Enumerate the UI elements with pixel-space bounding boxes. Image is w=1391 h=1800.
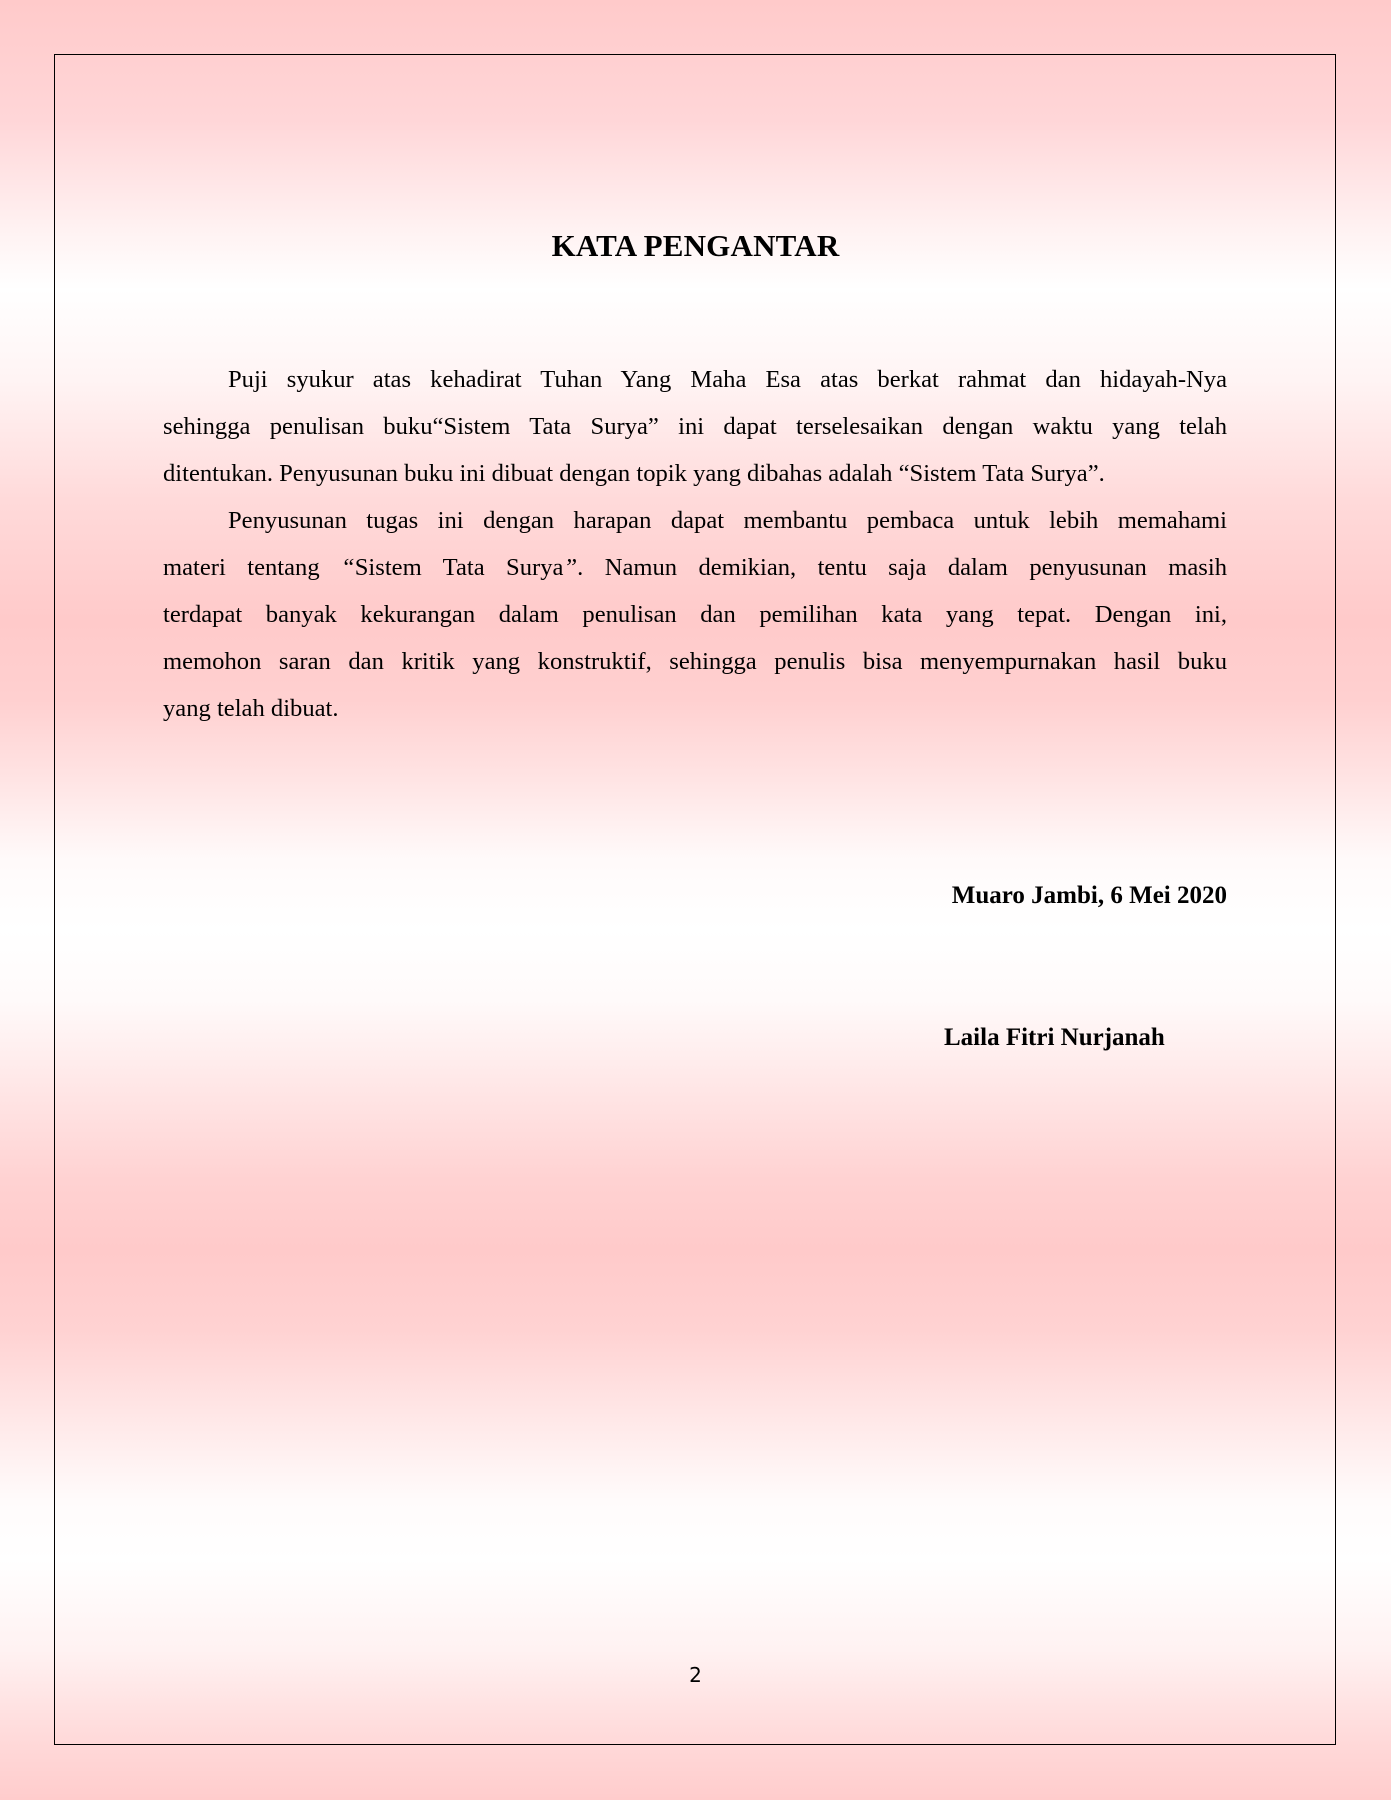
- body-text: [163, 356, 1227, 732]
- italic-quote-open: “: [341, 554, 355, 581]
- paragraph-line: sehingga penulisan buku“Sistem Tata Surya” ini dapat terselesaikan dengan waktu yang telah: [163, 413, 1227, 440]
- paragraph-2: [163, 497, 1227, 732]
- italic-quote-close: ”: [563, 554, 578, 581]
- page-number: 2: [689, 1663, 702, 1687]
- page-title: KATA PENGANTAR: [551, 228, 840, 263]
- paragraph-line: Puji syukur atas kehadirat Tuhan Yang Maha Esa atas berkat rahmat dan hidayah-Nya: [228, 366, 1227, 393]
- text-segment: materi tentang: [163, 554, 342, 581]
- paragraph-line: terdapat banyak kekurangan dalam penulisan dan pemilihan kata yang tepat. Dengan ini,: [163, 601, 1227, 628]
- paragraph-line: Penyusunan tugas ini dengan harapan dapat membantu pembaca untuk lebih memahami: [228, 507, 1227, 534]
- paragraph-line: ditentukan. Penyusunan buku ini dibuat dengan topik yang dibahas adalah “Sistem Tata Surya”.: [163, 460, 1105, 487]
- signature-place-date: Muaro Jambi, 6 Mei 2020: [951, 882, 1227, 909]
- text-segment: . Namun demikian, tentu saja dalam penyusunan masih: [577, 554, 1227, 581]
- paragraph-line: yang telah dibuat.: [163, 695, 339, 722]
- signature-author: Laila Fitri Nurjanah: [944, 1024, 1165, 1051]
- paragraph-line: memohon saran dan kritik yang konstruktif, sehingga penulis bisa menyempurnakan hasil buku: [163, 648, 1227, 675]
- book-title-reference: Sistem Tata Surya: [354, 554, 564, 581]
- paragraph-line-mixed: [163, 544, 1227, 591]
- paragraph-1: [163, 356, 1227, 497]
